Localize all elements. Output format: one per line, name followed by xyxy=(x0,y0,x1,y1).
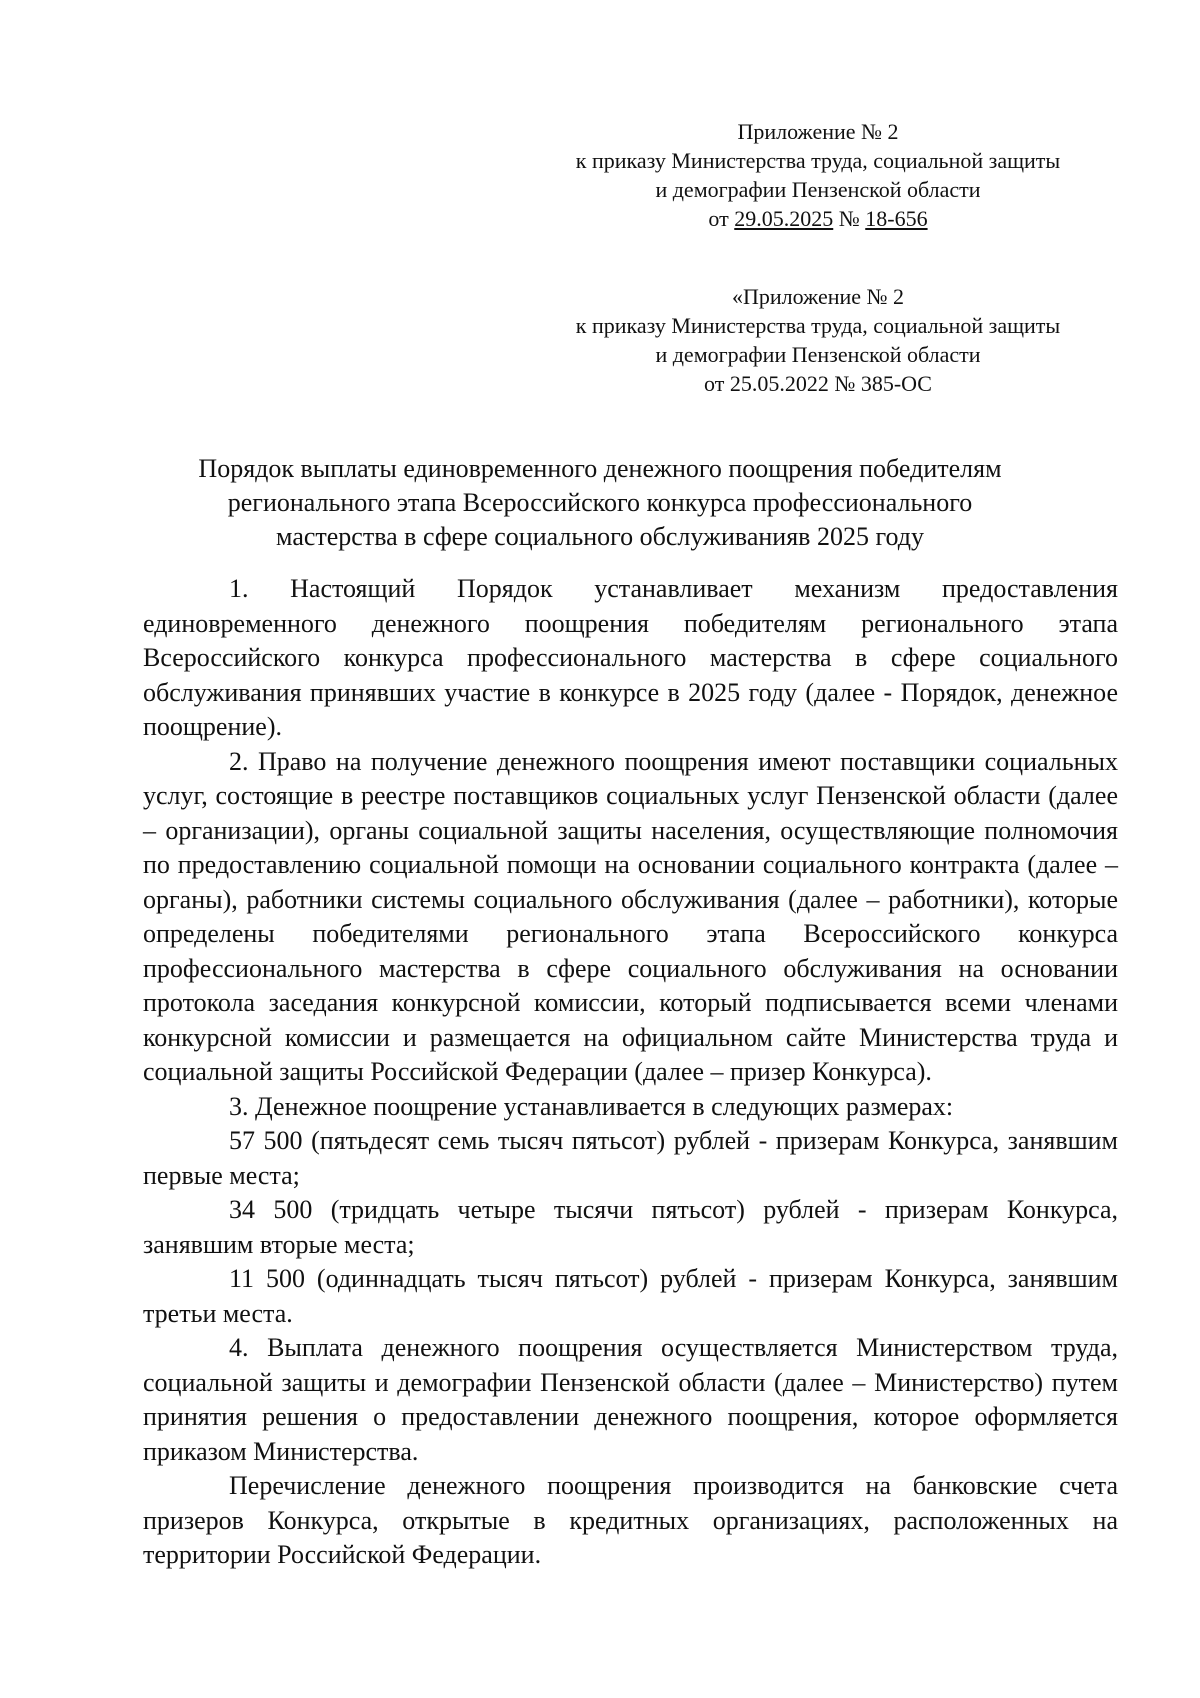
order-date: 29.05.2025 xyxy=(734,206,834,231)
paragraph-1: 1. Настоящий Порядок устанавливает механизм предоставления единовременного денежного поощрения победителям регионального этапа Всероссийского конкурса профессионального мастерства в сфере социального обслуживания принявших участие в конкурсе в 2025 году (далее - Порядок, денежное поощрение). xyxy=(143,574,1118,741)
appendix-header-current xyxy=(538,117,1098,233)
award-first-place: 57 500 (пятьдесят семь тысяч пятьсот) рублей - призерам Конкурса, занявшим первые места; xyxy=(143,1126,1118,1190)
appendix-header-previous xyxy=(538,282,1098,398)
paragraph-transfer: Перечисление денежного поощрения производится на банковские счета призеров Конкурса, открытые в кредитных организациях, расположенных на территории Российской Федерации. xyxy=(143,1471,1118,1569)
award-second-place: 34 500 (тридцать четыре тысячи пятьсот) рублей - призерам Конкурса, занявшим вторые места; xyxy=(143,1195,1118,1259)
document-title xyxy=(140,452,1060,554)
title-line-1: Порядок выплаты единовременного денежного поощрения победителям xyxy=(198,454,1002,483)
prev-appendix-ministry-line: и демографии Пензенской области xyxy=(655,342,981,367)
paragraph-2: 2. Право на получение денежного поощрения имеют поставщики социальных услуг, состоящие в реестре поставщиков социальных услуг Пензенской области (далее – организации), органы социальной защиты населения, осуществляющие полномочия по предоставлению социальной помощи на основании социального контракта (далее – органы), работники системы социального обслуживания (далее – работники), которые определены победителями регионального этапа Всероссийского конкурса профессионального мастерства в сфере социального обслуживания на основании протокола заседания конкурсной комиссии, который подписывается всеми членами конкурсной комиссии и размещается на официальном сайте Министерства труда и социальной защиты Российской Федерации (далее – призер Конкурса). xyxy=(143,746,1118,1086)
paragraph-4: 4. Выплата денежного поощрения осуществляется Министерством труда, социальной защиты и демографии Пензенской области (далее – Министерство) путем принятия решения о предоставлении денежного поощрения, которое оформляется приказом Министерства. xyxy=(143,1333,1118,1466)
prev-appendix-date-line: от 25.05.2022 № 385-ОС xyxy=(704,371,932,396)
prev-appendix-order-line: к приказу Министерства труда, социальной защиты xyxy=(575,313,1061,338)
paragraph-3: 3. Денежное поощрение устанавливается в следующих размерах: xyxy=(229,1091,954,1121)
title-line-2: регионального этапа Всероссийского конкурса профессионального xyxy=(227,488,973,517)
appendix-order-line: к приказу Министерства труда, социальной защиты xyxy=(575,148,1061,173)
document-body xyxy=(143,572,1118,1573)
appendix-ministry-line: и демографии Пензенской области xyxy=(655,177,981,202)
order-number: 18-656 xyxy=(865,206,928,231)
date-prefix: от xyxy=(708,206,735,231)
prev-appendix-number: «Приложение № 2 xyxy=(731,284,905,309)
title-line-3: мастерства в сфере социального обслуживанияв 2025 году xyxy=(276,522,924,551)
award-third-place: 11 500 (одиннадцать тысяч пятьсот) рублей - призерам Конкурса, занявшим третьи места. xyxy=(143,1264,1118,1328)
appendix-date-line xyxy=(538,204,1098,233)
appendix-number: Приложение № 2 xyxy=(737,119,899,144)
number-prefix: № xyxy=(833,206,866,231)
